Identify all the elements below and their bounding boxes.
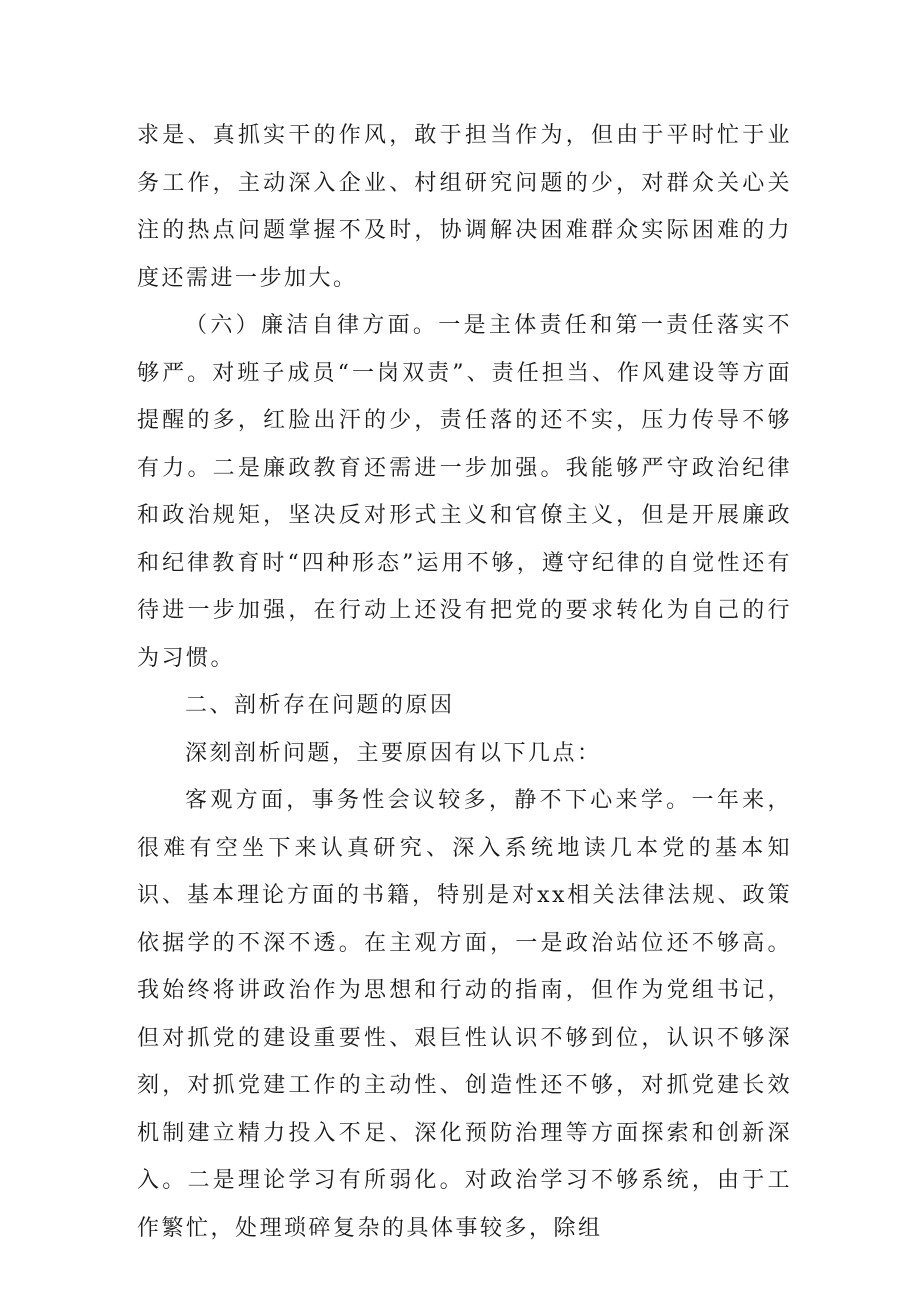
- paragraph-objective-subjective-reasons: 客观方面，事务性会议较多，静不下心来学。一年来，很难有空坐下来认真研究、深入系统地读几本党的基本知识、基本理论方面的书籍，特别是对xx相关法律法规、政策依据学的不深不透。在主观方面，一是政治站位还不够高。我始终将讲政治作为思想和行动的指南，但作为党组书记，但对抓党的建设重要性、艰巨性认识不够到位，认识不够深刻，对抓党建工作的主动性、创造性还不够，对抓党建长效机制建立精力投入不足、深化预防治理等方面探索和创新深入。二是理论学习有所弱化。对政治学习不够系统，由于工作繁忙，处理琐碎复杂的具体事较多，除组: [137, 788, 792, 1241]
- paragraph-main-reasons-intro: 深刻剖析问题，主要原因有以下几点：: [185, 740, 602, 766]
- document-body: [137, 112, 792, 1252]
- section-heading-cause-analysis: 二、剖析存在问题的原因: [185, 693, 455, 718]
- paragraph-work-style-continuation: 求是、真抓实干的作风，敢于担当作为，但由于平时忙于业务工作，主动深入企业、村组研究问题的少，对群众关心关注的热点问题掌握不及时，协调解决困难群众实际困难的力度还需进一步加大。: [137, 123, 792, 291]
- paragraph-integrity-self-discipline: （六）廉洁自律方面。一是主体责任和第一责任落实不够严。对班子成员“一岗双责”、责任担当、作风建设等方面提醒的多，红脸出汗的少，责任落的还不实，压力传导不够有力。二是廉政教育还需进一步加强。我能够严守政治纪律和政治规矩，坚决反对形式主义和官僚主义，但是开展廉政和纪律教育时“四种形态”运用不够，遵守纪律的自觉性还有待进一步加强，在行动上还没有把党的要求转化为自己的行为习惯。: [137, 313, 792, 671]
